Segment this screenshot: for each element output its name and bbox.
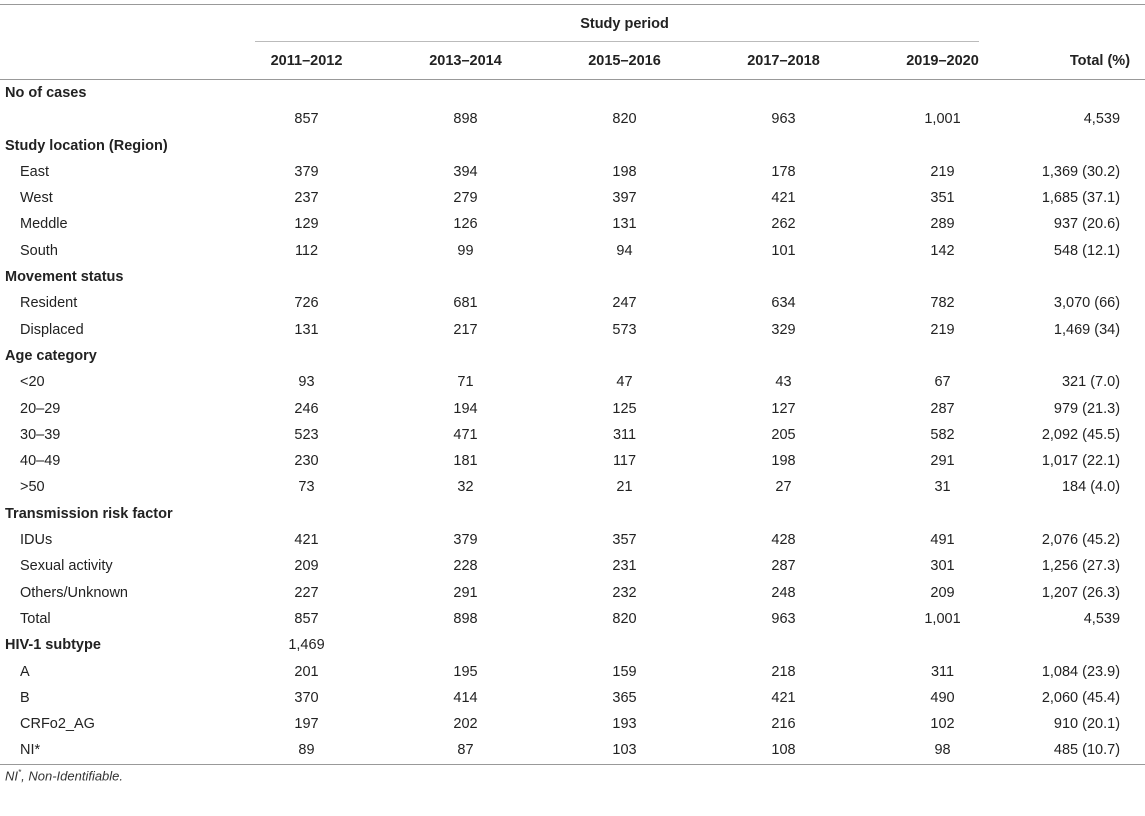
table-row	[0, 159, 1145, 185]
cell-value: 421	[771, 190, 796, 207]
cell-value: 102	[930, 716, 955, 733]
cell-value: 108	[704, 737, 863, 764]
footnote-text: , Non-Identifiable.	[21, 768, 124, 784]
row-label: IDUs	[20, 532, 53, 549]
cell-value: 963	[771, 111, 796, 128]
cell-value: 287	[771, 558, 796, 575]
table-row	[0, 606, 1145, 632]
cell-value: 98	[863, 737, 1022, 764]
section-title: Transmission risk factor	[5, 505, 173, 522]
cell-value: 103	[545, 737, 704, 764]
empty-cell	[227, 343, 1145, 369]
cell-value: 428	[771, 532, 796, 549]
year-header: 2015–2016	[545, 43, 704, 80]
table-row	[0, 527, 1145, 553]
cell-value: 31	[934, 479, 951, 496]
total-header: Total (%)	[1022, 43, 1145, 80]
cell-total: 1,256 (27.3)	[1041, 558, 1121, 575]
cell-total: 2,060 (45.4)	[1041, 689, 1121, 706]
empty-cell	[227, 264, 1145, 290]
row-label	[0, 106, 227, 132]
section-value: 1,469	[288, 637, 325, 654]
cell-value: 357	[612, 532, 637, 549]
table-row	[0, 685, 1145, 711]
cell-value: 94	[616, 242, 633, 259]
empty-cell	[386, 632, 1145, 658]
cell-value: 394	[453, 163, 478, 180]
cell-total: 937 (20.6)	[1053, 216, 1121, 233]
cell-value: 490	[930, 689, 955, 706]
row-label: <20	[20, 374, 45, 391]
section-row	[0, 501, 1145, 527]
cell-value: 227	[294, 584, 319, 601]
cell-total: 548 (12.1)	[1053, 242, 1121, 259]
cell-value: 379	[453, 532, 478, 549]
cell-value: 262	[771, 216, 796, 233]
cell-value: 73	[298, 479, 315, 496]
cell-value: 67	[934, 374, 951, 391]
section-title: Study location (Region)	[5, 137, 168, 154]
cell-total: 2,092 (45.5)	[1041, 426, 1121, 443]
cell-value: 248	[771, 584, 796, 601]
cell-value: 414	[453, 689, 478, 706]
table-row	[0, 553, 1145, 579]
cell-value: 246	[294, 400, 319, 417]
cell-value: 291	[930, 453, 955, 470]
cell-value: 857	[294, 111, 319, 128]
cell-value: 195	[453, 663, 478, 680]
cell-value: 198	[612, 163, 637, 180]
section-row	[0, 133, 1145, 159]
cell-value: 217	[453, 321, 478, 338]
cell-value: 117	[612, 453, 637, 470]
cell-value: 126	[453, 216, 478, 233]
cell-total: 1,207 (26.3)	[1041, 584, 1121, 601]
row-label: Displaced	[20, 321, 84, 338]
cell-total: 321 (7.0)	[1061, 374, 1121, 391]
row-label: 40–49	[20, 453, 61, 470]
cell-value: 127	[771, 400, 796, 417]
footnote-abbr: NI	[5, 768, 18, 784]
section-row	[0, 343, 1145, 369]
cell-value: 573	[612, 321, 637, 338]
section-title: No of cases	[5, 85, 87, 101]
cell-value: 782	[930, 295, 955, 312]
cell-value: 857	[294, 610, 319, 627]
cell-value: 32	[457, 479, 474, 496]
cell-value: 329	[771, 321, 796, 338]
cell-value: 99	[457, 242, 474, 259]
cell-value: 1,001	[924, 111, 961, 128]
empty-cell	[227, 133, 1145, 159]
cell-value: 311	[930, 663, 955, 680]
empty-cell	[227, 80, 1145, 107]
year-header: 2011–2012	[227, 43, 386, 80]
row-label: 20–29	[20, 400, 61, 417]
cell-value: 471	[453, 426, 478, 443]
row-label: >50	[20, 479, 45, 496]
cell-total: 1,469 (34)	[1053, 321, 1121, 338]
cell-value: 289	[930, 216, 955, 233]
cell-value: 197	[294, 716, 319, 733]
cell-value: 421	[771, 689, 796, 706]
cell-value: 634	[771, 295, 796, 312]
cell-value: 93	[298, 374, 315, 391]
cell-value: 237	[294, 190, 319, 207]
table-row	[0, 369, 1145, 395]
cell-total: 1,017 (22.1)	[1041, 453, 1121, 470]
table-row	[0, 238, 1145, 264]
cell-value: 131	[294, 321, 319, 338]
table-row	[0, 106, 1145, 132]
cell-total: 1,369 (30.2)	[1041, 163, 1121, 180]
table-body	[0, 80, 1145, 765]
section-row	[0, 264, 1145, 290]
cell-value: 209	[930, 584, 955, 601]
cell-value: 247	[612, 295, 637, 312]
cell-value: 291	[453, 584, 478, 601]
cell-value: 228	[453, 558, 478, 575]
cell-value: 43	[775, 374, 792, 391]
year-header: 2017–2018	[704, 43, 863, 80]
cell-value: 216	[771, 716, 796, 733]
cell-value: 898	[453, 610, 478, 627]
cell-value: 178	[771, 163, 796, 180]
table-row	[0, 448, 1145, 474]
cell-value: 194	[453, 400, 478, 417]
cell-value: 142	[930, 242, 955, 259]
row-label: East	[20, 163, 50, 180]
section-title: Movement status	[5, 269, 124, 286]
row-label: South	[20, 242, 58, 259]
cell-value: 582	[930, 426, 955, 443]
footnote	[5, 768, 123, 783]
row-label: B	[20, 689, 30, 706]
cell-value: 218	[771, 663, 796, 680]
cell-value: 232	[612, 584, 637, 601]
cell-value: 726	[294, 295, 319, 312]
cell-total: 4,539	[1083, 111, 1121, 128]
cell-value: 101	[771, 242, 796, 259]
table-row	[0, 580, 1145, 606]
table-row	[0, 211, 1145, 237]
empty-cell	[227, 501, 1145, 527]
cell-value: 301	[930, 558, 955, 575]
cell-total: 184 (4.0)	[1061, 479, 1121, 496]
year-header: 2013–2014	[386, 43, 545, 80]
table-row	[0, 422, 1145, 448]
data-table	[0, 4, 1145, 765]
study-period-header: Study period	[227, 5, 1022, 44]
row-label: West	[20, 190, 53, 207]
footnote-mark: *	[18, 768, 22, 777]
cell-value: 27	[775, 479, 792, 496]
cell-total: 485 (10.7)	[1022, 737, 1145, 764]
cell-total: 1,084 (23.9)	[1041, 663, 1121, 680]
cell-total: 2,076 (45.2)	[1041, 532, 1121, 549]
table-row	[0, 659, 1145, 685]
cell-value: 230	[294, 453, 319, 470]
cell-value: 365	[612, 689, 637, 706]
cell-value: 370	[294, 689, 319, 706]
cell-value: 681	[453, 295, 478, 312]
cell-value: 125	[612, 400, 637, 417]
cell-value: 87	[386, 737, 545, 764]
cell-total: 910 (20.1)	[1053, 716, 1121, 733]
cell-value: 181	[453, 453, 478, 470]
table-row	[0, 396, 1145, 422]
cell-total: 979 (21.3)	[1053, 400, 1121, 417]
cell-value: 198	[771, 453, 796, 470]
cell-value: 219	[930, 321, 955, 338]
row-label: Others/Unknown	[20, 584, 128, 601]
row-label: A	[20, 663, 30, 680]
cell-total: 3,070 (66)	[1053, 295, 1121, 312]
cell-value: 820	[612, 610, 637, 627]
cell-value: 47	[616, 374, 633, 391]
cell-value: 898	[453, 111, 478, 128]
study-period-rule	[255, 41, 979, 42]
table-header	[0, 5, 1145, 80]
table-row	[0, 711, 1145, 737]
section-title: HIV-1 subtype	[5, 637, 101, 654]
cell-value: 112	[294, 242, 319, 259]
cell-value: 523	[294, 426, 319, 443]
row-label: Meddle	[20, 216, 68, 233]
cell-value: 820	[612, 111, 637, 128]
cell-value: 219	[930, 163, 955, 180]
cell-value: 159	[612, 663, 637, 680]
table-row	[0, 185, 1145, 211]
cell-value: 963	[771, 610, 796, 627]
cell-value: 231	[612, 558, 637, 575]
cell-value: 89	[227, 737, 386, 764]
row-label: Resident	[20, 295, 78, 312]
cell-value: 21	[616, 479, 633, 496]
row-label: CRFo2_AG	[20, 716, 95, 733]
section-row	[0, 632, 1145, 658]
table-row	[0, 290, 1145, 316]
section-row	[0, 80, 1145, 107]
cell-value: 129	[294, 216, 319, 233]
row-label: 30–39	[20, 426, 61, 443]
cell-value: 201	[294, 663, 319, 680]
cell-value: 421	[294, 532, 319, 549]
cell-value: 397	[612, 190, 637, 207]
cell-value: 202	[453, 716, 478, 733]
cell-value: 311	[612, 426, 637, 443]
row-label: Sexual activity	[20, 558, 113, 575]
cell-value: 71	[457, 374, 474, 391]
table-row	[0, 474, 1145, 500]
section-title: Age category	[5, 347, 97, 364]
cell-value: 209	[294, 558, 319, 575]
table-row	[0, 737, 1145, 764]
table-row	[0, 317, 1145, 343]
cell-value: 205	[771, 426, 796, 443]
cell-value: 1,001	[924, 610, 961, 627]
year-header: 2019–2020	[863, 43, 1022, 80]
cell-value: 351	[930, 190, 955, 207]
cell-value: 287	[930, 400, 955, 417]
cell-value: 491	[930, 532, 955, 549]
cell-value: 279	[453, 190, 478, 207]
cell-value: 379	[294, 163, 319, 180]
cell-total: 1,685 (37.1)	[1041, 190, 1121, 207]
row-label: Total	[20, 610, 51, 627]
cell-total: 4,539	[1083, 610, 1121, 627]
cell-value: 131	[612, 216, 637, 233]
cell-value: 193	[612, 716, 637, 733]
row-label: NI*	[0, 737, 227, 764]
